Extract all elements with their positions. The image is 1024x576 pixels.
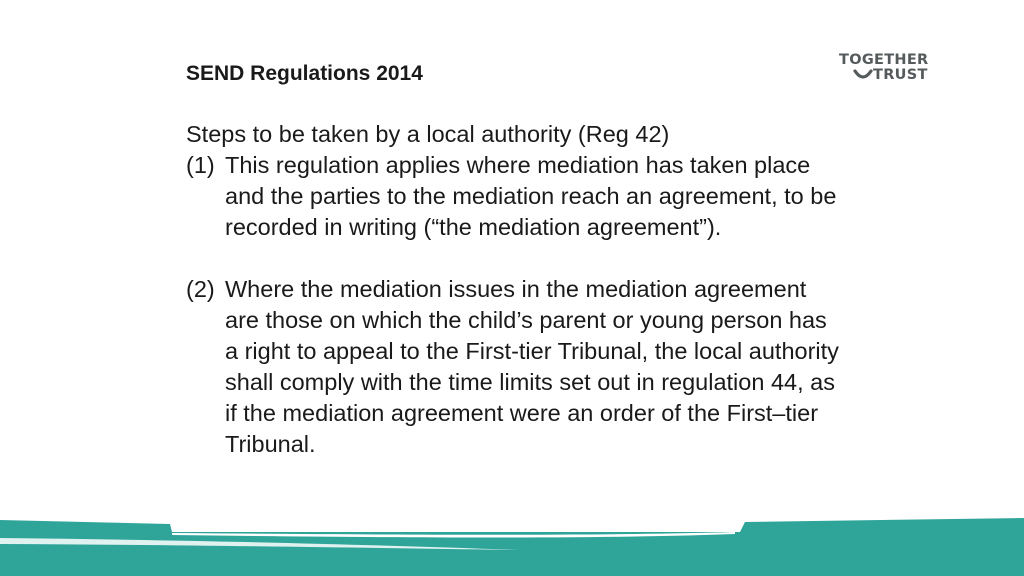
smile-icon: [853, 69, 873, 81]
item-number: (2): [186, 276, 215, 302]
regulation-item-1: [186, 150, 846, 243]
slide-title: SEND Regulations 2014: [186, 62, 423, 85]
logo-text-together: TOGETHER: [839, 52, 929, 68]
item-text: Where the mediation issues in the mediation agreement are those on which the child’s parent or young person has a right to appeal to the First-tier Tribunal, the local authority shall comply with the time limits set out in regulation 44, as if the mediation agreement were an order of the First–tier Tribunal.: [225, 276, 839, 457]
slide-body: [186, 119, 846, 460]
item-number: (1): [186, 152, 215, 178]
regulation-item-2: [186, 274, 846, 460]
item-text: This regulation applies where mediation has taken place and the parties to the mediation reach an agreement, to be recorded in writing (“the mediation agreement”).: [225, 152, 837, 240]
together-trust-logo: [839, 52, 957, 86]
slide-subtitle: Steps to be taken by a local authority (Reg 42): [186, 121, 670, 147]
footer-swoosh: [0, 510, 1024, 576]
logo-text-trust: TRUST: [873, 67, 928, 83]
